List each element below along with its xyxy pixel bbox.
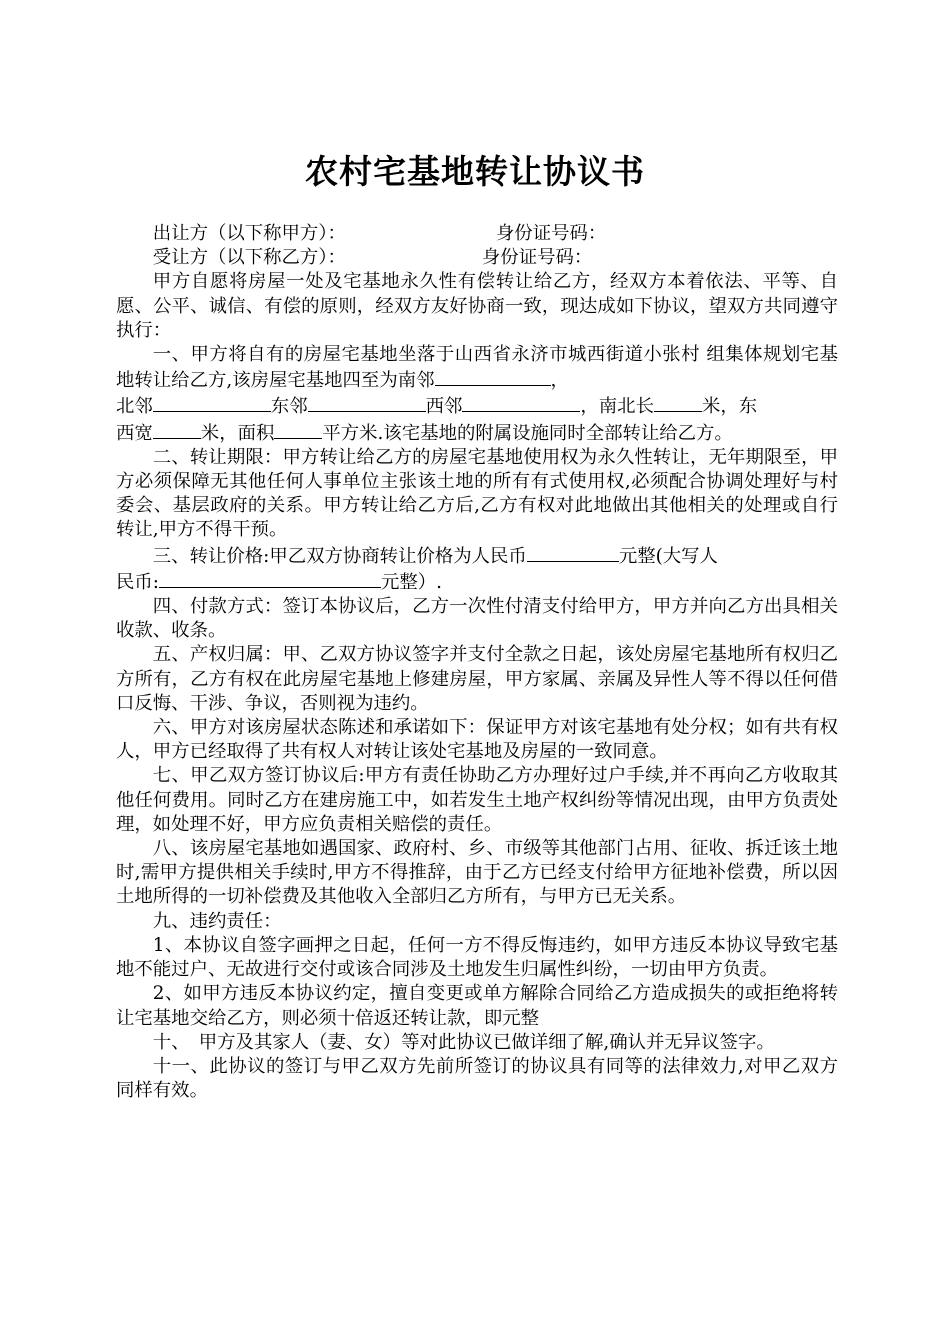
north-label: 北邻 [116, 396, 153, 418]
clause-6: 六、甲方对该房屋状态陈述和承诺如下：保证甲方对该宅基地有处分权；如有共有权人，甲方已经取得了共有权人对转让该处宅基地及房屋的一致同意。 [116, 717, 838, 763]
clause-4: 四、付款方式：签订本协议后，乙方一次性付清支付给甲方，甲方并向乙方出具相关收款、收条。 [116, 596, 838, 642]
clause-2: 二、转让期限：甲方转让给乙方的房屋宅基地使用权为永久性转让，无年期限至，甲方必须保障无其他任何人事单位主张该土地的所有有式使用权,必须配合协调处理好与村委会、基层政府的关系。甲方转让给乙方后,乙方有权对此地做出其他相关的处理或自行转让,甲方不得干预。 [116, 446, 838, 541]
meter-east-label: 米，东 [701, 396, 758, 418]
buyer-line [116, 246, 838, 270]
area-blank [274, 420, 322, 439]
clause-5: 五、产权归属：甲、乙双方协议签字并支付全款之日起，该处房屋宅基地所有权归乙方所有，乙方有权在此房屋宅基地上修建房屋，甲方家属、亲属及异性人等不得以任何借口反悔、干涉、争议，否则视为违约。 [116, 644, 838, 714]
clause-1 [116, 343, 838, 446]
ew-width-label: 西宽 [116, 422, 153, 444]
area-label: 米，面积 [200, 422, 275, 444]
clause-1-comma: ， [550, 370, 569, 392]
clause-8: 八、该房屋宅基地如遇国家、政府村、乡、市级等其他部门占用、征收、拆迁该土地时,需甲方提供相关手续时,甲方不得推辞，由于乙方已经支付给甲方征地补偿费，所以因土地所得的一切补偿费及其他收入全部归乙方所有，与甲方已无关系。 [116, 838, 838, 908]
east-blank [308, 393, 426, 412]
ns-length-blank [654, 393, 702, 412]
clause-3 [116, 543, 838, 595]
price-blank [527, 543, 619, 562]
clause-11: 十一、此协议的签订与甲乙双方先前所签订的协议具有同等的法律效力,对甲乙双方同样有效。 [116, 1055, 838, 1102]
clause-9-item-2: 2、如甲方违反本协议约定，擅自变更或单方解除合同给乙方造成损失的或拒绝将转让宅基地交给乙方，则必须十倍返还转让款，即元整 [116, 983, 838, 1029]
clause-10: 十、 甲方及其家人（妻、女）等对此协议已做详细了解,确认并无异议签字。 [152, 1031, 775, 1053]
clause-9-item-1: 1、本协议自签字画押之日起，任何一方不得反悔违约，如甲方违反本协议导致宅基地不能过户、无故进行交付或该合同涉及土地发生归属性纠纷，一切由甲方负责。 [116, 934, 838, 981]
clause-3-text: 三、转让价格:甲乙双方协商转让价格为人民币 [152, 545, 527, 567]
seller-id-label: 身份证号码： [495, 223, 607, 244]
price-words-blank [159, 569, 381, 588]
south-blank [435, 367, 551, 386]
ew-width-blank [153, 420, 201, 439]
buyer-label: 受让方（以下称乙方）： [152, 247, 346, 269]
rmb-label: 民币: [116, 571, 159, 593]
clause-3-tail: 元整）. [380, 571, 443, 593]
clause-9-heading: 九、违约责任： [152, 910, 282, 932]
clause-7: 七、甲乙双方签订协议后:甲方有责任协助乙方办理好过户手续,并不再向乙方收取其他任何费用。同时乙方在建房施工中，如若发生土地产权纠纷等情况出现，由甲方负责处理，如处理不好，甲方应负责相关赔偿的责任。 [116, 765, 838, 835]
seller-label: 出让方（以下称甲方）： [152, 223, 346, 244]
west-label: 西邻 [425, 396, 463, 418]
intro-paragraph: 甲方自愿将房屋一处及宅基地永久性有偿转让给乙方，经双方本着依法、平等、自愿、公平、诚信、有偿的原则，经双方友好协商一致，现达成如下协议，望双方共同遵守执行： [116, 271, 838, 341]
buyer-id-label: 身份证号码： [481, 247, 593, 269]
ns-length-label: ，南北长 [580, 396, 654, 418]
boundaries-line [116, 396, 757, 417]
area-line [116, 423, 733, 444]
north-blank [153, 393, 271, 412]
east-label: 东邻 [270, 396, 308, 418]
clause-1-tail: 平方米.该宅基地的附属设施同时全部转让给乙方。 [322, 422, 733, 444]
document-body [116, 222, 838, 1103]
price-words-line [116, 572, 442, 593]
document-title: 农村宅基地转让协议书 [305, 152, 645, 191]
seller-line [116, 222, 838, 246]
clause-1-text: 一、甲方将自有的房屋宅基地坐落于山西省永济市城西街道小张村 组集体规划宅基地转让给乙方,该房屋宅基地四至为南邻 [116, 344, 838, 392]
west-blank [462, 393, 580, 412]
clause-3-yuan: 元整(大写人 [618, 545, 718, 567]
